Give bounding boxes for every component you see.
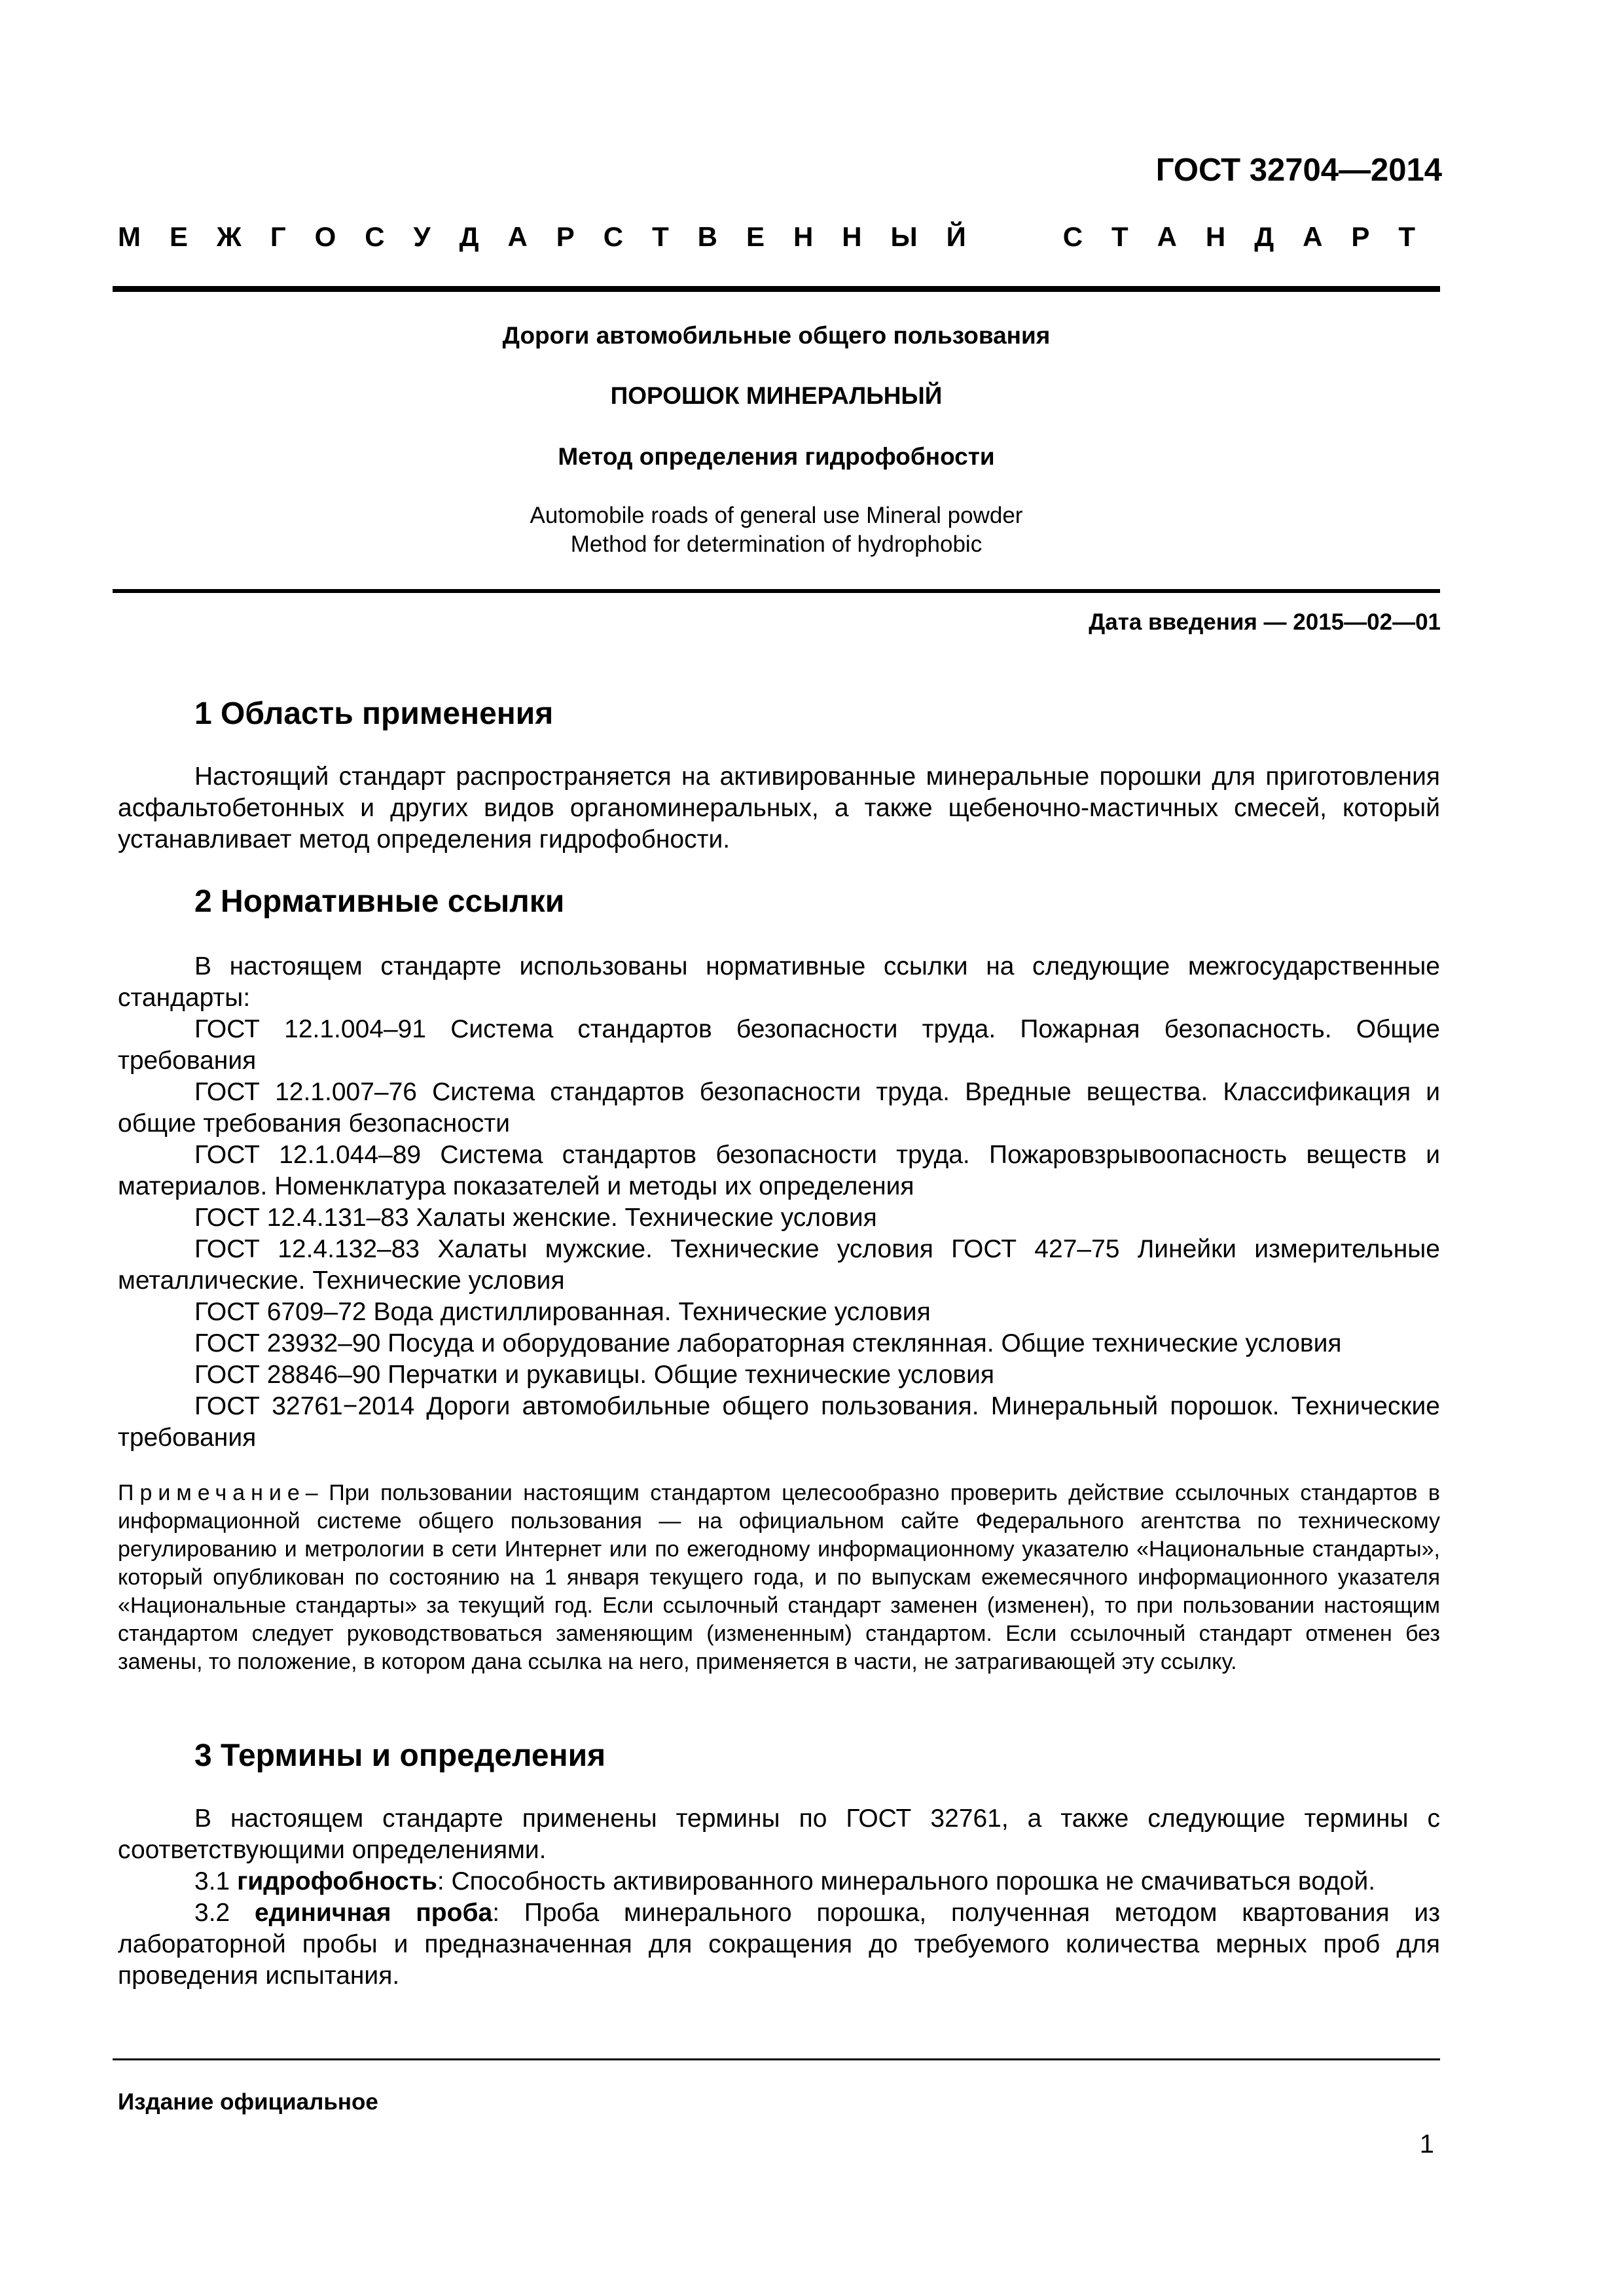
doc-type-letter: Е — [746, 221, 765, 252]
doc-type-letter: А — [1157, 221, 1177, 252]
doc-type-letter: Е — [169, 221, 188, 252]
doc-type-letter: О — [314, 221, 336, 252]
doc-type-letter: У — [413, 221, 431, 252]
english-title-line-2: Method for determination of hydrophobic — [570, 531, 983, 557]
page-number: 1 — [1419, 2130, 1434, 2159]
footer-divider — [113, 2058, 1440, 2060]
reference-item: ГОСТ 12.1.007–76 Система стандартов безопасности труда. Вредные вещества. Классификация и общие требования безопасности — [118, 1078, 1440, 1138]
reference-note — [118, 1479, 1440, 1676]
doc-type-letter: Й — [946, 221, 966, 252]
section-2-intro: В настоящем стандарте использованы нормативные ссылки на следующие межгосударственные стандарты: — [118, 952, 1440, 1012]
term-text: : Способность активированного минерального порошка не смачиваться водой. — [437, 1867, 1376, 1895]
doc-type-letter: Н — [1205, 221, 1226, 252]
english-title-line-1: Automobile roads of general use Mineral powder — [530, 503, 1023, 528]
doc-type-letter: Т — [1111, 221, 1128, 252]
doc-type-letter: Р — [556, 221, 575, 252]
doc-type-gap — [995, 221, 1034, 253]
doc-type-letter: Д — [459, 221, 479, 252]
doc-type-letter: Ж — [216, 221, 242, 252]
doc-type-letter: Н — [842, 221, 862, 252]
doc-type-letter: М — [118, 221, 141, 252]
section-1-body — [118, 761, 1440, 855]
document-number: ГОСТ 32704—2014 — [1155, 152, 1442, 188]
doc-type-letter: Г — [270, 221, 286, 252]
term-definition — [118, 1897, 1440, 1992]
reference-item: ГОСТ 12.1.044–89 Система стандартов безопасности труда. Пожаровзрывоопасность веществ и материалов. Номенклатура показателей и методы их определения — [118, 1141, 1440, 1200]
reference-item: ГОСТ 12.4.131–83 Халаты женские. Технические условия — [194, 1204, 877, 1232]
section-3-body — [118, 1803, 1440, 1992]
note-text: – При пользовании настоящим стандартом целесообразно проверить действие ссылочных стандартов в информационной системе общего пользования — на официальном сайте Федерального агентства по техническому регулированию и метрологии в сети Интернет или по ежегодному информационному указателю «Национальные стандарты», который опубликован по состоянию на 1 января текущего года, и по выпускам ежемесячного информационного указателя «Национальные стандарты» за текущий год. Если ссылочный стандарт заменен (изменен), то при пользовании настоящим стандартом следует руководствоваться заменяющим (измененным) стандартом. Если ссылочный стандарт отменен без замены, то положение, в котором дана ссылка на него, применяется в части, не затрагивающей эту ссылку. — [118, 1480, 1440, 1674]
section-2-heading: 2 Нормативные ссылки — [194, 884, 565, 919]
term-name: гидрофобность — [237, 1867, 437, 1895]
official-edition-label: Издание официальное — [118, 2089, 378, 2115]
reference-item: ГОСТ 28846–90 Перчатки и рукавицы. Общие технические условия — [194, 1361, 995, 1389]
term-number: 3.2 — [194, 1899, 255, 1927]
introduction-date: Дата введения — 2015—02—01 — [1089, 609, 1441, 635]
title-line-1: Дороги автомобильные общего пользования — [502, 322, 1051, 349]
title-line-2: ПОРОШОК МИНЕРАЛЬНЫЙ — [610, 382, 943, 409]
title-line-3: Метод определения гидрофобности — [558, 443, 995, 470]
doc-type-letter: С — [1062, 221, 1083, 252]
doc-type-letter: Т — [1398, 221, 1415, 252]
section-3-heading: 3 Термины и определения — [194, 1738, 606, 1773]
section-1-heading: 1 Область применения — [194, 696, 554, 731]
title-divider — [113, 589, 1440, 593]
reference-item: ГОСТ 6709–72 Вода дистиллированная. Технические условия — [194, 1298, 931, 1326]
term-text: : Проба минерального порошка, полученная методом квартования из лабораторной пробы и предназначенная для сокращения до требуемого количества мерных проб для проведения испытания. — [118, 1899, 1440, 1990]
reference-item: ГОСТ 12.1.004–91 Система стандартов безопасности труда. Пожарная безопасность. Общие требования — [118, 1015, 1440, 1075]
doc-type-letter: В — [697, 221, 718, 252]
section-2-body — [118, 951, 1440, 1454]
section-3-intro: В настоящем стандарте применены термины по ГОСТ 32761, а также следующие термины с соответствующими определениями. — [118, 1804, 1440, 1864]
term-definition — [118, 1866, 1440, 1897]
doc-type-letter: Н — [793, 221, 814, 252]
doc-type-letter: С — [365, 221, 385, 252]
term-name: единичная проба — [254, 1899, 493, 1927]
doc-type-letter: Р — [1351, 221, 1370, 252]
doc-type-letter: Ы — [890, 221, 918, 252]
note-label: Примечание — [118, 1480, 306, 1505]
doc-type-letter: А — [1303, 221, 1323, 252]
reference-item: ГОСТ 12.4.132–83 Халаты мужские. Технические условия ГОСТ 427–75 Линейки измерительные металлические. Технические условия — [118, 1235, 1440, 1295]
term-number: 3.1 — [194, 1867, 238, 1895]
section-1-text: Настоящий стандарт распространяется на активированные минеральные порошки для приготовления асфальтобетонных и других видов органоминеральных, а также щебеночно-мастичных смесей, который устанавливает метод определения гидрофобности. — [118, 762, 1440, 853]
reference-item: ГОСТ 32761−2014 Дороги автомобильные общего пользования. Минеральный порошок. Технические требования — [118, 1392, 1440, 1452]
doc-type-letter: А — [507, 221, 528, 252]
doc-type-letter: Д — [1254, 221, 1274, 252]
document-type — [118, 221, 1415, 253]
top-divider — [113, 286, 1440, 292]
reference-item: ГОСТ 23932–90 Посуда и оборудование лабораторная стеклянная. Общие технические условия — [194, 1329, 1342, 1357]
doc-type-letter: Т — [652, 221, 669, 252]
doc-type-letter: С — [603, 221, 624, 252]
